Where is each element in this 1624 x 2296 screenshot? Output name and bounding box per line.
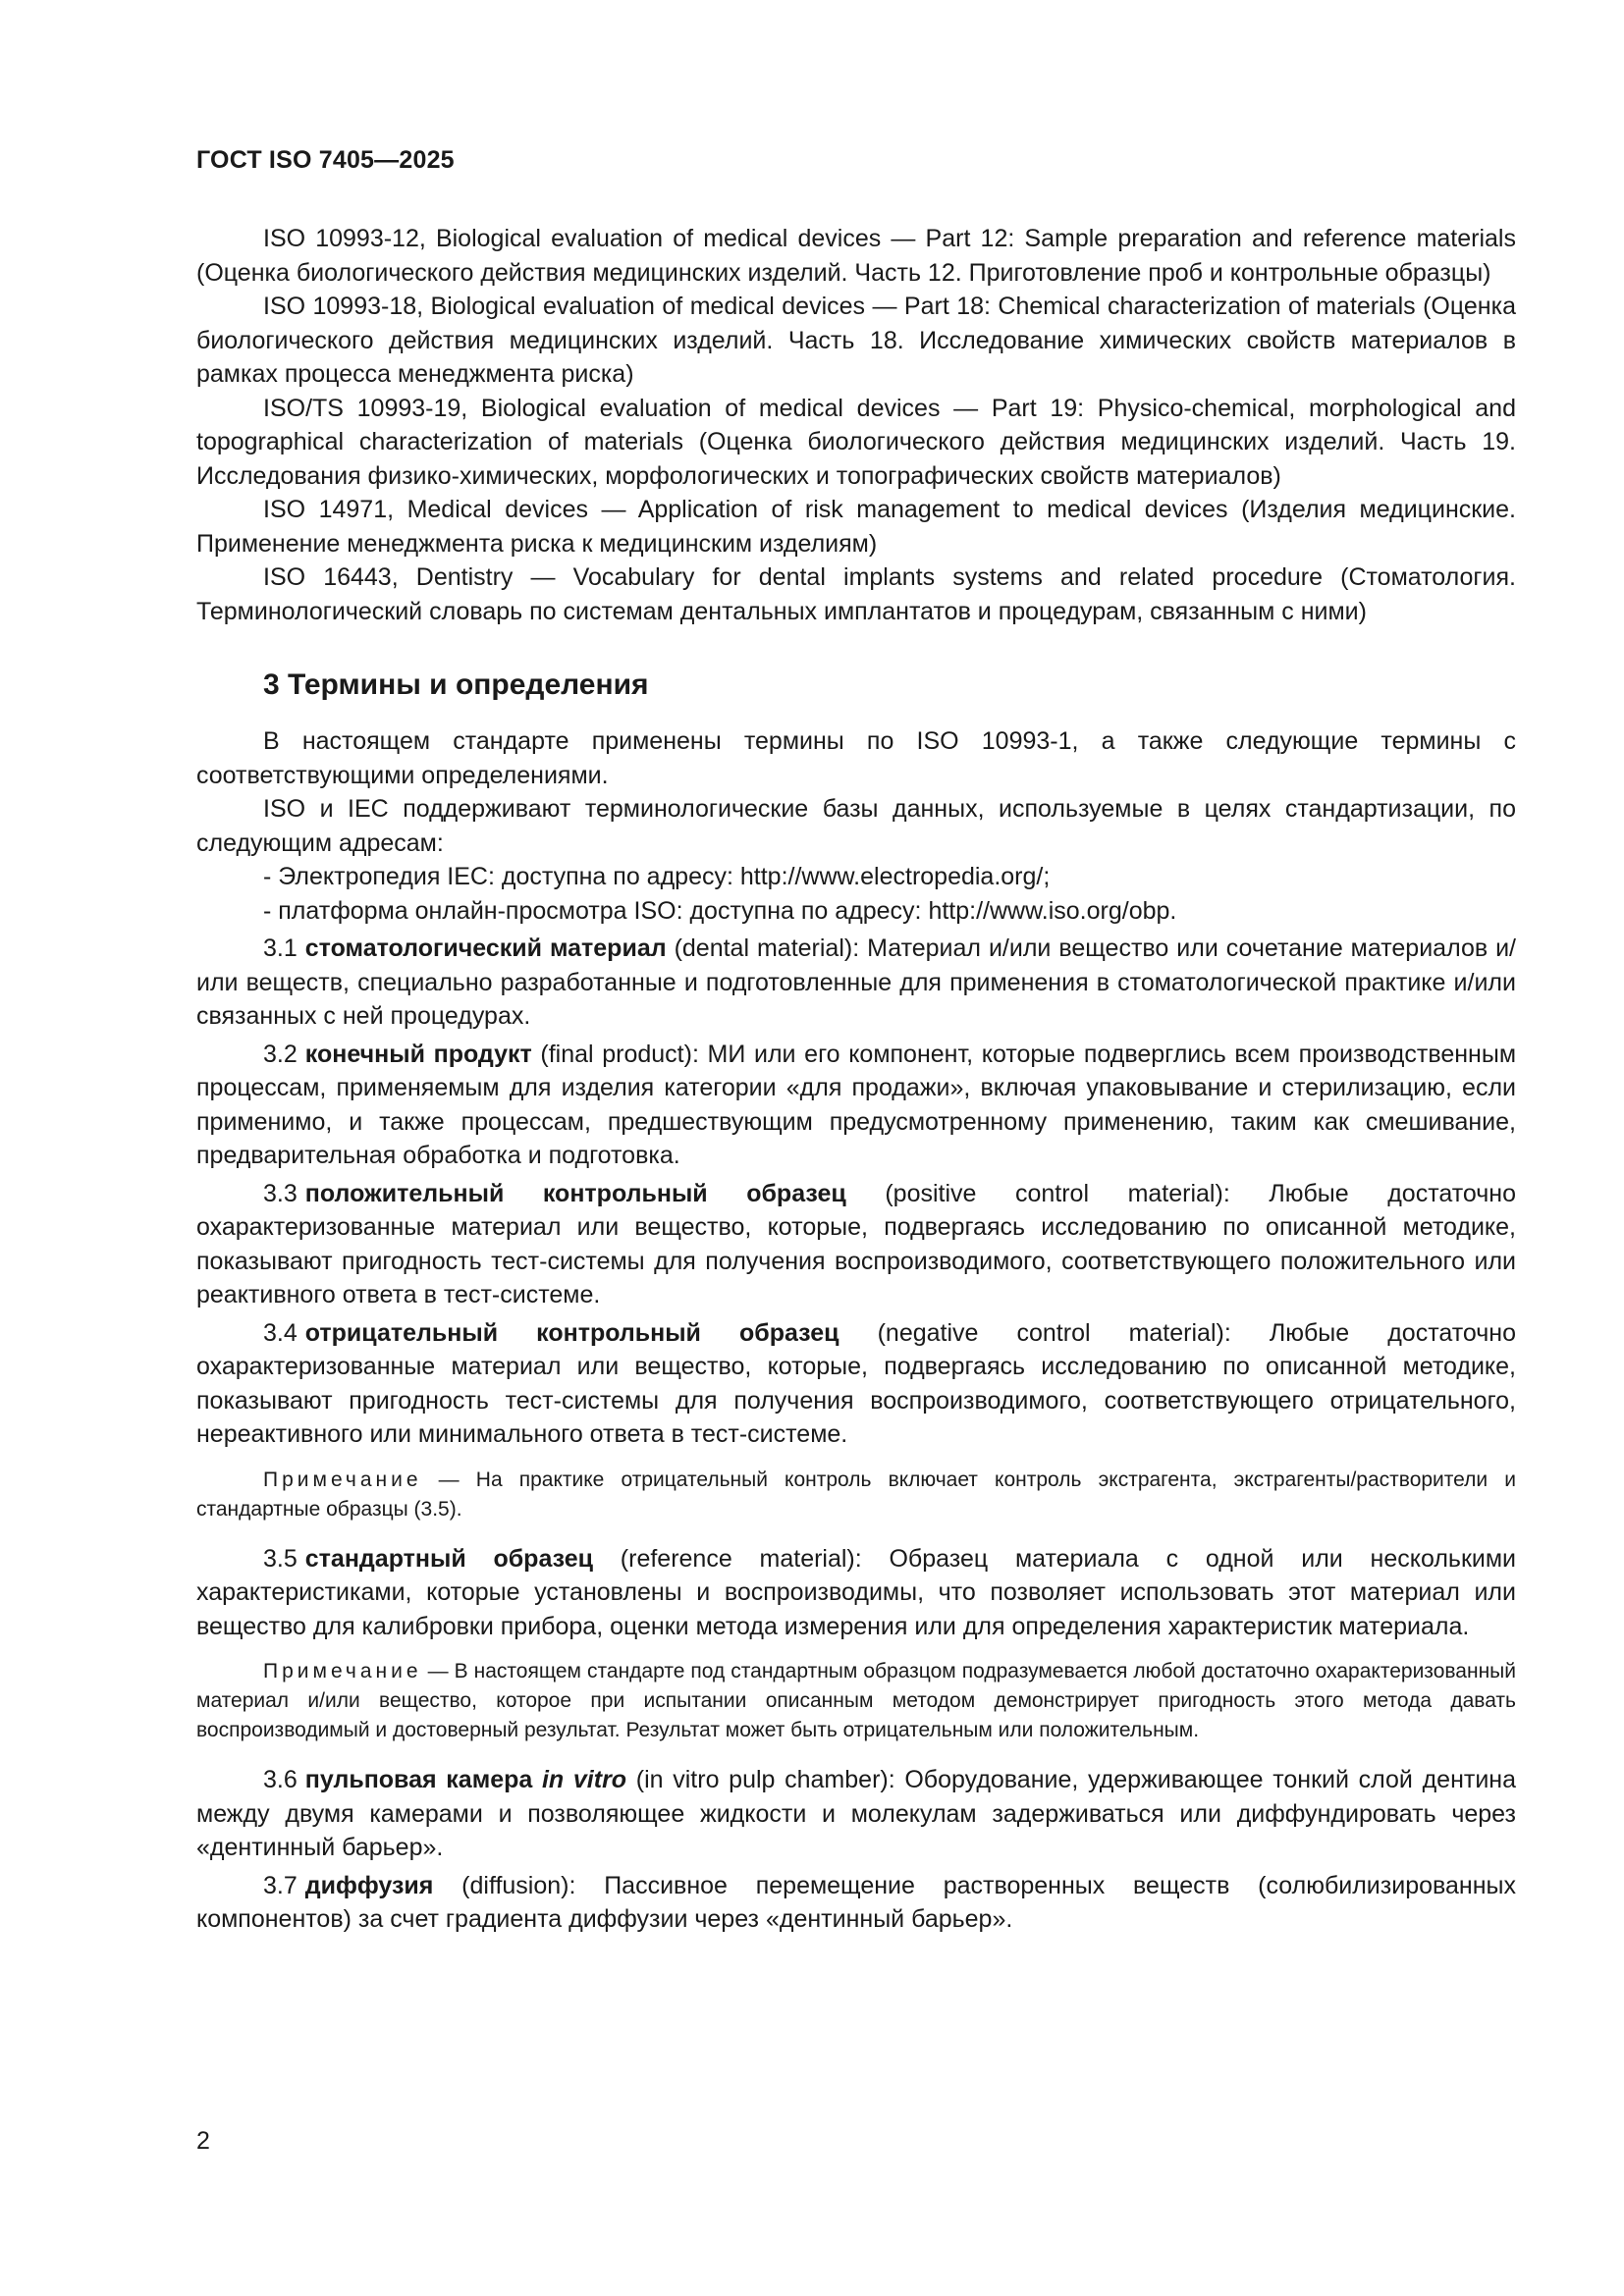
definition-text: (reference material): Образец материала с одной или несколькими характеристиками, которые установлены и воспроизводимы, что позволяет использовать этот материал или вещество для калибровки прибора, оценки метода измерения или для определения характеристик материала. [196,1544,1516,1640]
link-line-electropedia: - Электропедия IEC: доступна по адресу: http://www.electropedia.org/; [263,863,1051,890]
definition-number: 3.7 [263,1871,298,1899]
normative-references-list [196,222,1516,628]
note-after-3-5 [196,1657,1516,1745]
note-text: — На практике отрицательный контроль включает контроль экстрагента, экстрагенты/растворители и стандартные образцы (3.5). [196,1468,1516,1521]
section-title: 3 Термины и определения [263,668,649,701]
definition-3-6 [196,1763,1516,1865]
definition-number: 3.1 [263,934,298,962]
page-number: 2 [196,2127,210,2155]
definition-term: отрицательный контрольный образец [304,1318,839,1347]
definition-text: (in vitro pulp chamber): Оборудование, удерживающее тонкий слой дентина между двумя камерами и позволяющее жидкости и молекулам задерживаться или диффундировать через «дентинный барьер». [196,1766,1517,1861]
definition-text: (dental material): Материал и/или вещество или сочетание материалов и/или веществ, специально разработанные и подготовленные для применения в стоматологической практике и/или связанных с ней процедурах. [196,934,1516,1030]
definition-3-4 [196,1316,1516,1452]
definition-number: 3.2 [263,1040,298,1068]
reference-item: ISO 10993-12, Biological evaluation of medical devices — Part 12: Sample preparation and reference materials (Оценка биологического действия медицинских изделий. Часть 12. Приготовление проб и контрольные образцы) [196,225,1516,287]
definition-number: 3.3 [263,1179,298,1207]
page-body [196,222,1516,1937]
note-text: — В настоящем стандарте под стандартным образцом подразумевается любой достаточно охарактеризованный материал и/или вещество, которое при испытании описанным методом демонстрирует пригодность этого метода давать воспроизводимый и достоверный результат. Результат может быть отрицательным или положительным. [196,1660,1516,1741]
definition-number: 3.6 [263,1766,298,1793]
definition-3-3 [196,1177,1516,1312]
reference-item: ISO/TS 10993-19, Biological evaluation of medical devices — Part 19: Physico-chemical, morphological and topographical characterization of materials (Оценка биологического действия медицинских изделий. Часть 19. Исследования физико-химических, морфологических и топографических свойств материалов) [196,394,1516,490]
reference-item: ISO 10993-18, Biological evaluation of medical devices — Part 18: Chemical characterization of materials (Оценка биологического действия медицинских изделий. Часть 18. Исследование химических свойств материалов в рамках процесса менеджмента риска) [196,293,1516,388]
definition-3-2 [196,1038,1516,1173]
definition-term: положительный контрольный образец [304,1179,846,1207]
definition-text: (final product): МИ или его компонент, которые подверглись всем производственным процессам, применяемым для изделия категории «для продажи», включая упаковывание и стерилизацию, если применимо, и также процессам, предшествующим предусмотренному применению, таким как смешивание, предварительная обработка и подготовка. [196,1040,1517,1169]
definition-term: стоматологический материал [304,934,667,962]
definition-number: 3.5 [263,1544,298,1573]
link-line-iso-obp: - платформа онлайн-просмотра ISO: доступна по адресу: http://www.iso.org/obp. [263,896,1177,925]
intro-paragraph: ISO и IEC поддерживают терминологические базы данных, используемые в целях стандартизации, по следующим адресам: [196,795,1516,857]
reference-item: ISO 14971, Medical devices — Application of risk management to medical devices (Изделия медицинские. Применение менеджмента риска к медицинским изделиям) [196,496,1516,558]
definition-term: стандартный образец [304,1544,594,1573]
definition-term: диффузия [304,1871,434,1899]
definition-term: конечный продукт [304,1040,532,1068]
definition-text: (positive control material): Любые достаточно охарактеризованные материал или вещество, которые, подвергаясь исследованию по описанной методике, показывают пригодность тест-системы для получения воспроизводимого, соответствующего положительного или реактивного ответа в тест-системе. [196,1179,1516,1308]
definition-number: 3.4 [263,1318,298,1347]
definition-term-italic: in vitro [541,1766,627,1793]
definition-text: (diffusion): Пассивное перемещение растворенных веществ (солюбилизированных компонентов) за счет градиента диффузии через «дентинный барьер». [196,1871,1516,1933]
note-after-3-4 [196,1466,1516,1524]
intro-paragraph: В настоящем стандарте применены термины по ISO 10993-1, а также следующие термины с соответствующими определениями. [196,727,1516,789]
definition-text: (negative control material): Любые достаточно охарактеризованные материал или вещество, которые, подвергаясь исследованию по описанной методике, показывают пригодность тест-системы для получения воспроизводимого, соответствующего отрицательного, нереактивного или минимального ответа в тест-системе. [196,1318,1516,1448]
definition-3-7 [196,1869,1516,1937]
note-label: Примечание [263,1660,422,1682]
definition-3-5 [196,1542,1516,1644]
definition-term: пульповая камера [304,1766,533,1793]
note-label: Примечание [263,1468,422,1491]
reference-item: ISO 16443, Dentistry — Vocabulary for dental implants systems and related procedure (Стоматология. Терминологический словарь по системам дентальных имплантатов и процедурам, связанным с ними) [196,563,1516,625]
document-code-header: ГОСТ ISO 7405—2025 [196,146,455,174]
definition-3-1 [196,932,1516,1034]
